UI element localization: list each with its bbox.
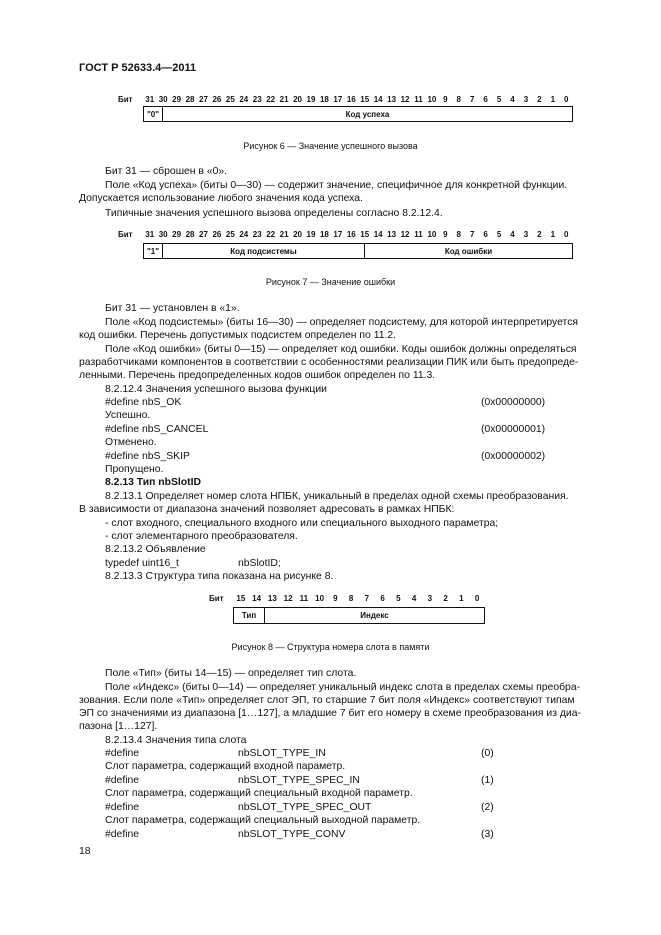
fig8-type-cell: Тип [233, 607, 265, 624]
bit-number: 3 [523, 95, 529, 104]
section-heading: 8.2.12.4 Значения успешного вызова функции [105, 384, 327, 395]
define-value: (2) [481, 802, 494, 813]
bit-number: 25 [225, 230, 235, 239]
page-number: 18 [79, 846, 91, 857]
bit-number: 22 [266, 95, 276, 104]
bit-number: 11 [299, 594, 309, 603]
fig7-bit-label: Бит [118, 230, 133, 239]
text-line: пазона [1…127]. [79, 721, 158, 732]
bit-number: 23 [252, 230, 262, 239]
bit-number: 22 [266, 230, 276, 239]
bit-number: 0 [474, 594, 480, 603]
bit-number: 10 [427, 230, 437, 239]
text-line: ЭП со значениями из диапазона [1…127], а младшие 7 бит его номеру в схеме преобразования из диа- [79, 708, 581, 719]
bit-number: 0 [564, 230, 569, 239]
bit-number: 26 [212, 95, 222, 104]
text-line: Бит 31 — сброшен в «0». [105, 166, 228, 177]
text-line: разработчиками компонентов в соответствии с особенностями реализации ПИК или быть предопреде- [79, 357, 579, 368]
fig8-bit-label: Бит [209, 594, 224, 603]
bit-number: 7 [469, 95, 475, 104]
bit-number: 24 [239, 230, 249, 239]
text-line: Поле «Индекс» (биты 0—14) — определяет уникальный индекс слота в пределах схемы преобра- [105, 682, 581, 693]
fig8-index-cell: Индекс [265, 607, 485, 624]
bit-number: 9 [333, 594, 338, 603]
bit-number: 15 [360, 95, 370, 104]
fig7-bit-numbers [143, 230, 573, 240]
define-desc: Слот параметра, содержащий входной параметр. [105, 761, 346, 772]
bit-number: 28 [185, 95, 195, 104]
bit-number: 4 [411, 594, 417, 603]
text-line: 8.2.13.2 Объявление [105, 544, 206, 555]
define-keyword: #define [105, 748, 140, 759]
bit-number: 10 [315, 594, 325, 603]
define-keyword: #define [105, 775, 140, 786]
define-name: #define nbS_CANCEL [105, 424, 209, 435]
fig6-bit-numbers [143, 95, 573, 105]
text-line: зования. Если поле «Тип» определяет слот ЭП, то старшие 7 бит поля «Индекс» соответствуют типам [79, 695, 575, 706]
bit-number: 1 [550, 230, 556, 239]
text-line: Поле «Код подсистемы» (биты 16—30) — определяет подсистему, для которой интерпретируется [105, 317, 579, 328]
bit-number: 18 [319, 230, 329, 239]
bit-number: 15 [360, 230, 370, 239]
text-line: 8.2.13.1 Определяет номер слота НПБК, уникальный в пределах одной схемы преобразования. [105, 491, 569, 502]
define-name: nbSLOT_TYPE_CONV [238, 829, 346, 840]
bit-number: 11 [414, 230, 423, 239]
bit-number: 31 [145, 95, 155, 104]
bit-number: 8 [348, 594, 354, 603]
bit-number: 12 [400, 230, 410, 239]
bit-number: 20 [293, 95, 302, 104]
bit-number: 10 [427, 95, 437, 104]
bit-number: 14 [373, 230, 383, 239]
code-type: typedef uint16_t [105, 558, 179, 569]
bit-number: 3 [427, 594, 433, 603]
bit-number: 30 [158, 230, 168, 239]
list-item: - слот элементарного преобразователя. [105, 531, 298, 542]
bit-number: 1 [459, 594, 464, 603]
bit-number: 21 [279, 95, 289, 104]
bit-number: 19 [306, 230, 316, 239]
bit-number: 31 [145, 230, 155, 239]
text-line: В зависимости от диапазона значений позволяет адресовать в рамках НПБК: [79, 504, 455, 515]
fig6-sign-cell: "0" [143, 106, 163, 122]
bit-number: 13 [387, 230, 397, 239]
bit-number: 8 [456, 230, 461, 239]
bit-number: 2 [443, 594, 448, 603]
define-value: (3) [481, 829, 494, 840]
bit-number: 13 [387, 95, 397, 104]
bit-number: 5 [396, 594, 401, 603]
define-value: (0x00000002) [481, 451, 546, 462]
bit-number: 27 [199, 230, 208, 239]
define-name: nbSLOT_TYPE_IN [238, 748, 326, 759]
bit-number: 2 [537, 230, 542, 239]
text-line: Бит 31 — установлен в «1». [105, 303, 240, 314]
bit-number: 5 [496, 230, 502, 239]
bit-number: 17 [333, 230, 343, 239]
bit-number: 9 [443, 95, 448, 104]
define-name: #define nbS_OK [105, 397, 182, 408]
define-desc: Пропущено. [105, 464, 164, 475]
define-value: (0x00000001) [481, 424, 546, 435]
bit-number: 18 [319, 95, 329, 104]
define-value: (1) [481, 775, 494, 786]
bit-number: 27 [199, 95, 208, 104]
bit-number: 14 [252, 594, 262, 603]
bit-number: 3 [523, 230, 529, 239]
bit-number: 16 [346, 95, 356, 104]
define-name: nbSLOT_TYPE_SPEC_OUT [238, 802, 372, 813]
bit-number: 29 [172, 95, 182, 104]
bit-number: 0 [564, 95, 569, 104]
bit-number: 13 [267, 594, 277, 603]
bit-number: 4 [510, 95, 515, 104]
bit-number: 20 [293, 230, 302, 239]
bit-number: 21 [279, 230, 289, 239]
bit-number: 8 [456, 95, 461, 104]
define-name: #define nbS_SKIP [105, 451, 190, 462]
fig8-caption: Рисунок 8 — Структура номера слота в памяти [231, 642, 430, 652]
bit-number: 25 [225, 95, 235, 104]
fig7-caption: Рисунок 7 — Значение ошибки [265, 277, 396, 287]
define-desc: Слот параметра, содержащий специальный входной параметр. [105, 788, 413, 799]
list-item: - слот входного, специального входного или специального выходного параметра; [105, 518, 499, 529]
text-line: Типичные значения успешного вызова определены согласно 8.2.12.4. [105, 208, 443, 219]
bit-number: 17 [333, 95, 343, 104]
bit-number: 9 [443, 230, 448, 239]
bit-number: 4 [510, 230, 515, 239]
bit-number: 24 [239, 95, 249, 104]
section-heading: 8.2.13.4 Значения типа слота [105, 735, 247, 746]
bit-number: 30 [158, 95, 168, 104]
text-line: Поле «Код ошибки» (биты 0—15) — определяет код ошибки. Коды ошибок должны определяться [105, 344, 577, 355]
bit-number: 19 [306, 95, 316, 104]
bit-number: 6 [483, 230, 488, 239]
define-desc: Успешно. [105, 410, 151, 421]
bit-number: 11 [414, 95, 423, 104]
text-line: код ошибки. Перечень допустимых подсистем определен по 11.2. [79, 330, 397, 341]
fig6-success-code-cell: Код успеха [163, 106, 573, 122]
bit-number: 26 [212, 230, 222, 239]
text-line: Поле «Тип» (биты 14—15) — определяет тип слота. [105, 668, 357, 679]
define-value: (0x00000000) [481, 397, 546, 408]
bit-number: 14 [373, 95, 383, 104]
fig7-subsystem-cell: Код подсистемы [163, 243, 365, 259]
bit-number: 15 [236, 594, 246, 603]
fig8-register [233, 607, 485, 624]
bit-number: 12 [400, 95, 410, 104]
bit-number: 7 [469, 230, 475, 239]
fig6-caption: Рисунок 6 — Значение успешного вызова [243, 141, 418, 151]
text-line: Допускается использование любого значения кода успеха. [79, 193, 363, 204]
bit-number: 16 [346, 230, 356, 239]
fig6-register [143, 106, 573, 122]
bit-number: 1 [550, 95, 556, 104]
section-heading: 8.2.13 Тип nbSlotID [105, 477, 201, 488]
text-line: Поле «Код успеха» (биты 0—30) — содержит значение, специфичное для конкретной функции. [105, 180, 568, 191]
code-name: nbSlotID; [238, 558, 281, 569]
bit-number: 29 [172, 230, 182, 239]
bit-number: 6 [483, 95, 488, 104]
bit-number: 12 [283, 594, 293, 603]
fig7-sign-cell: "1" [143, 243, 163, 259]
document-title: ГОСТ Р 52633.4—2011 [79, 62, 197, 74]
fig7-error-code-cell: Код ошибки [365, 243, 573, 259]
bit-number: 7 [364, 594, 370, 603]
define-desc: Слот параметра, содержащий специальный выходной параметр. [105, 815, 421, 826]
text-line: ленными. Перечень предопределенных кодов ошибок определен по 11.3. [79, 370, 436, 381]
define-keyword: #define [105, 829, 140, 840]
define-keyword: #define [105, 802, 140, 813]
fig6-bit-label: Бит [118, 95, 133, 104]
define-name: nbSLOT_TYPE_SPEC_IN [238, 775, 360, 786]
text-line: 8.2.13.3 Структура типа показана на рисунке 8. [105, 571, 334, 582]
bit-number: 23 [252, 95, 262, 104]
define-desc: Отменено. [105, 437, 157, 448]
bit-number: 28 [185, 230, 195, 239]
bit-number: 6 [380, 594, 385, 603]
fig7-register [143, 243, 573, 259]
define-value: (0) [481, 748, 494, 759]
bit-number: 5 [496, 95, 502, 104]
bit-number: 2 [537, 95, 542, 104]
fig8-bit-numbers [233, 594, 485, 604]
